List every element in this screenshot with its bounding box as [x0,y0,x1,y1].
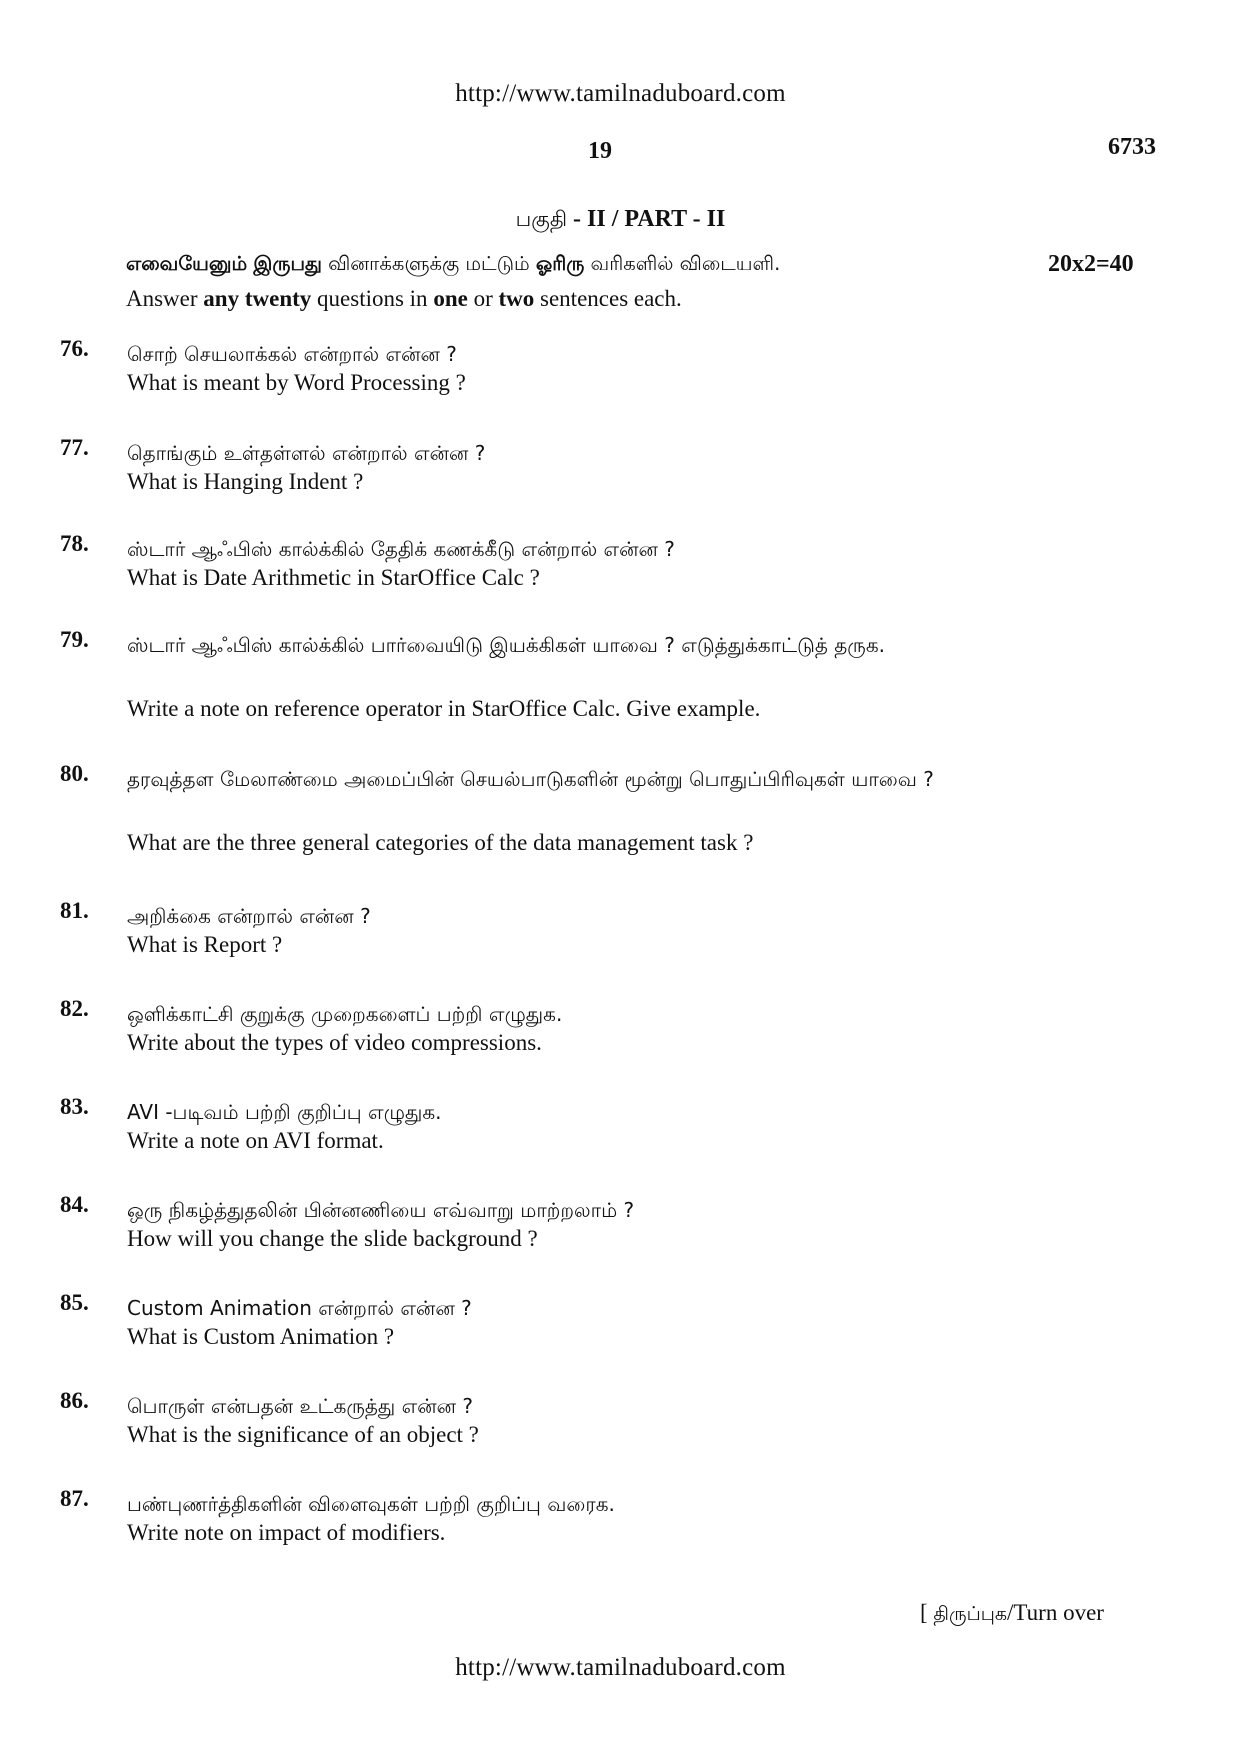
instr-en-mid1: questions in [311,286,434,311]
turn-over-bracket: [ [920,1600,934,1625]
question-english: Write note on impact of modifiers. [127,1520,446,1545]
question-number: 85. [60,1290,89,1315]
question-english: Write a note on AVI format. [127,1128,384,1153]
question-english: Write a note on reference operator in StarOffice Calc. Give example. [127,696,761,721]
instr-en-one: one [433,286,468,311]
instruction-tamil [126,252,780,278]
question-tamil: தரவுத்தள மேலாண்மை அமைப்பின் செயல்பாடுகளின் மூன்று பொதுப்பிரிவுகள் யாவை ? [127,767,934,791]
question-english: What is the significance of an object ? [127,1422,479,1447]
question-tamil: ஸ்டார் ஆஃபிஸ் கால்க்கில் பார்வையிடு இயக்கிகள் யாவை ? எடுத்துக்காட்டுத் தருக. [127,633,885,657]
part-title [0,206,1241,234]
question-tamil: பொருள் என்பதன் உட்கருத்து என்ன ? [127,1394,473,1418]
instr-ta-any: எவையேனும் [126,252,248,275]
question-number: 80. [60,761,89,786]
instr-en-any-twenty: any twenty [203,286,312,311]
instr-en-mid2: or [467,286,499,311]
instruction-english [126,286,682,312]
footer-url[interactable]: http://www.tamilnaduboard.com [455,1654,786,1681]
turn-over-note [920,1600,1104,1628]
question-tamil: சொற் செயலாக்கல் என்றால் என்ன ? [127,342,457,366]
question-tamil: ஸ்டார் ஆஃபிஸ் கால்க்கில் தேதிக் கணக்கீடு என்றால் என்ன ? [127,537,675,561]
instr-ta-end: வரிகளில் விடையளி. [584,252,781,275]
page-number: 19 [588,138,612,164]
instr-en-suffix: sentences each. [534,286,682,311]
part-title-tamil: பகுதி [515,207,568,231]
question-english: What is meant by Word Processing ? [127,370,466,395]
question-number: 84. [60,1192,89,1217]
marks-allocation: 20x2=40 [1048,251,1134,277]
question-number: 81. [60,898,89,923]
question-english: What is Date Arithmetic in StarOffice Calc ? [127,565,540,590]
question-english: Write about the types of video compressions. [127,1030,542,1055]
instr-ta-mid: வினாக்களுக்கு மட்டும் [321,252,536,275]
question-tamil: AVI -படிவம் பற்றி குறிப்பு எழுதுக. [127,1100,442,1124]
header-url[interactable]: http://www.tamilnaduboard.com [455,80,786,107]
question-english: What is Custom Animation ? [127,1324,395,1349]
turn-over-tamil: திருப்புக [933,1603,1008,1625]
instr-ta-twenty: இருபது [253,252,322,275]
question-number: 76. [60,336,89,361]
question-english: How will you change the slide background ? [127,1226,538,1251]
question-tamil: ஒரு நிகழ்த்துதலின் பின்னணியை எவ்வாறு மாற்றலாம் ? [127,1198,635,1222]
question-number: 86. [60,1388,89,1413]
instr-en-two: two [498,286,535,311]
question-english: What are the three general categories of the data management task ? [127,830,754,855]
instr-en-prefix: Answer [126,286,204,311]
turn-over-english: /Turn over [1007,1600,1104,1625]
question-english: What is Hanging Indent ? [127,469,364,494]
paper-code: 6733 [1108,134,1156,160]
question-english: What is Report ? [127,932,283,957]
part-title-english: - II / PART - II [567,206,726,232]
question-tamil: அறிக்கை என்றால் என்ன ? [127,904,371,928]
instr-ta-one-two: ஓரிரு [535,252,585,275]
question-number: 77. [60,435,89,460]
question-tamil: தொங்கும் உள்தள்ளல் என்றால் என்ன ? [127,441,486,465]
question-tamil: பண்புணர்த்திகளின் விளைவுகள் பற்றி குறிப்பு வரைக. [127,1492,615,1516]
question-tamil: ஒளிக்காட்சி குறுக்கு முறைகளைப் பற்றி எழுதுக. [127,1002,563,1026]
question-number: 83. [60,1094,89,1119]
question-number: 82. [60,996,89,1021]
question-number: 87. [60,1486,89,1511]
question-tamil: Custom Animation என்றால் என்ன ? [127,1296,472,1320]
question-number: 79. [60,627,89,652]
question-number: 78. [60,531,89,556]
